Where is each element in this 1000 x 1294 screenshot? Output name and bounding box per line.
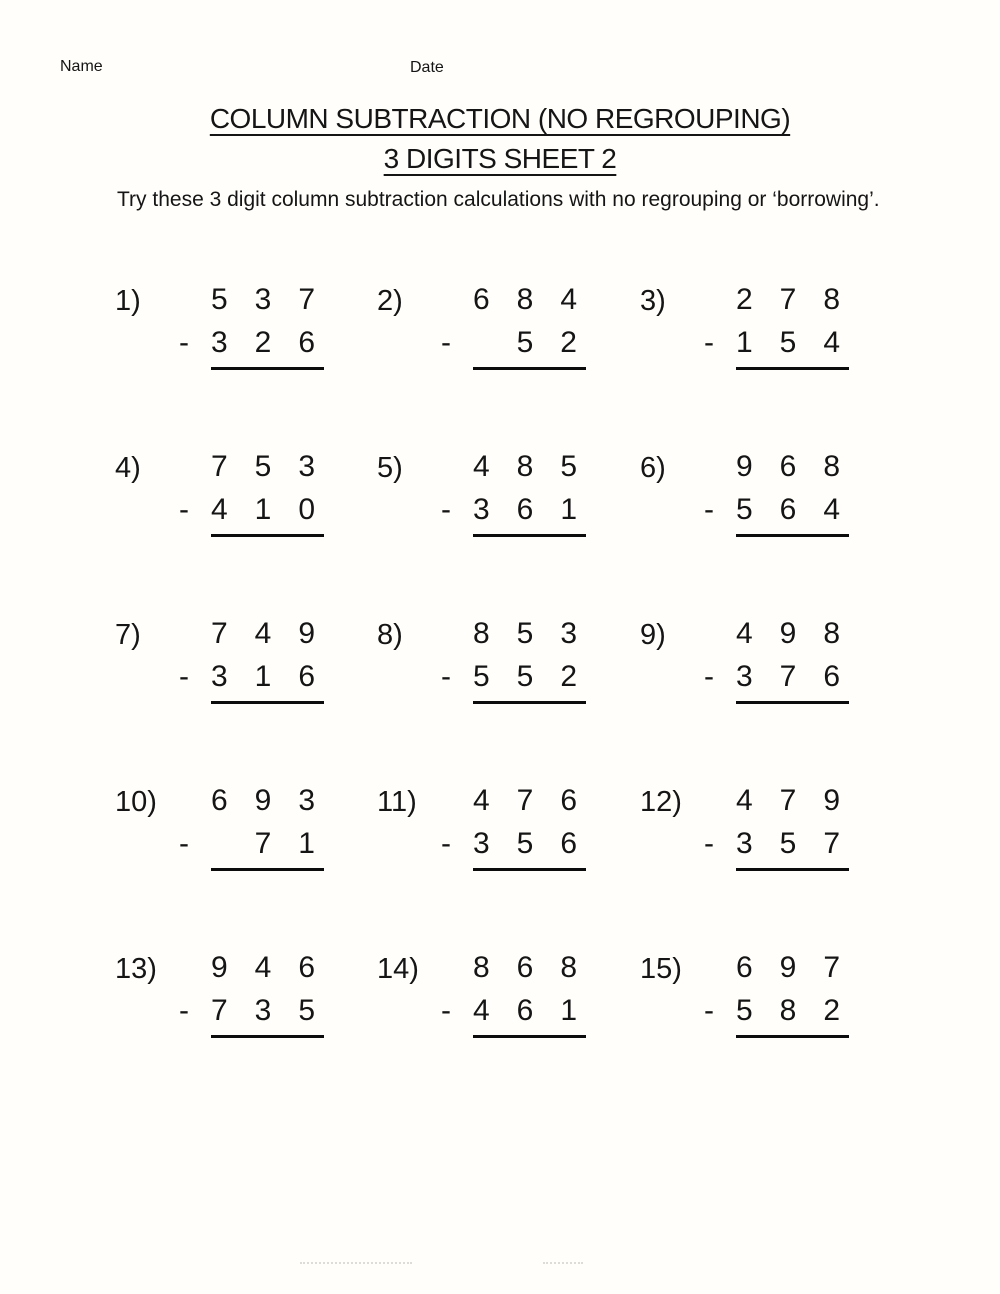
minuend: 485 — [473, 450, 605, 483]
answer-line — [736, 534, 849, 537]
minus-sign: - — [704, 994, 714, 1027]
minus-sign: - — [179, 493, 189, 526]
answer-line — [736, 367, 849, 370]
subtrahend: 461 — [473, 994, 605, 1027]
problem-5 — [377, 450, 640, 617]
answer-line — [211, 1035, 324, 1038]
minuend: 498 — [736, 617, 868, 650]
problem-8 — [377, 617, 640, 784]
problem-work-area — [179, 283, 343, 370]
faint-watermark-remnant — [543, 1262, 583, 1264]
minuend: 476 — [473, 784, 605, 817]
subtrahend: 357 — [736, 827, 868, 860]
minuend: 946 — [211, 951, 343, 984]
minus-sign: - — [704, 827, 714, 860]
minus-sign: - — [441, 827, 451, 860]
problems-grid — [115, 283, 902, 1118]
title-line-2: 3 DIGITS SHEET 2 — [383, 143, 617, 174]
subtrahend: 52 — [516, 326, 604, 359]
problem-9 — [640, 617, 902, 784]
minus-sign: - — [179, 827, 189, 860]
minus-sign: - — [441, 994, 451, 1027]
minus-sign: - — [179, 660, 189, 693]
minuend: 479 — [736, 784, 868, 817]
minus-sign: - — [441, 660, 451, 693]
problem-work-area — [441, 784, 605, 871]
problem-11 — [377, 784, 640, 951]
problem-number: 9) — [640, 619, 666, 651]
problem-12 — [640, 784, 902, 951]
minuend: 684 — [473, 283, 605, 316]
problem-number: 14) — [377, 953, 419, 985]
problem-number: 8) — [377, 619, 403, 651]
problem-work-area — [704, 951, 868, 1038]
problem-15 — [640, 951, 902, 1118]
name-label: Name — [60, 58, 103, 75]
problem-number: 11) — [377, 786, 417, 818]
subtrahend: 564 — [736, 493, 868, 526]
minuend: 868 — [473, 951, 605, 984]
problem-7 — [115, 617, 377, 784]
problem-number: 7) — [115, 619, 141, 651]
minus-sign: - — [704, 660, 714, 693]
minuend: 278 — [736, 283, 868, 316]
title-line-1: COLUMN SUBTRACTION (NO REGROUPING) — [209, 103, 791, 134]
answer-line — [211, 868, 324, 871]
minus-sign: - — [179, 326, 189, 359]
answer-line — [473, 367, 586, 370]
problem-number: 5) — [377, 452, 403, 484]
answer-line — [736, 1035, 849, 1038]
subtrahend: 356 — [473, 827, 605, 860]
worksheet-title — [0, 99, 1000, 179]
minuend: 853 — [473, 617, 605, 650]
subtrahend: 326 — [211, 326, 343, 359]
subtrahend: 410 — [211, 493, 343, 526]
problem-work-area — [704, 283, 868, 370]
subtrahend: 316 — [211, 660, 343, 693]
subtrahend: 582 — [736, 994, 868, 1027]
problem-number: 2) — [377, 285, 403, 317]
problem-work-area — [441, 283, 605, 370]
problem-work-area — [441, 951, 605, 1038]
instructions-text: Try these 3 digit column subtraction calculations with no regrouping or ‘borrowing’. — [117, 188, 880, 211]
subtrahend: 154 — [736, 326, 868, 359]
minus-sign: - — [441, 493, 451, 526]
problem-work-area — [441, 617, 605, 704]
subtrahend: 735 — [211, 994, 343, 1027]
problem-work-area — [179, 450, 343, 537]
problem-6 — [640, 450, 902, 617]
date-label: Date — [410, 59, 444, 76]
answer-line — [473, 701, 586, 704]
problem-work-area — [704, 450, 868, 537]
answer-line — [211, 367, 324, 370]
problem-work-area — [179, 617, 343, 704]
answer-line — [473, 1035, 586, 1038]
problem-3 — [640, 283, 902, 450]
minuend: 749 — [211, 617, 343, 650]
minuend: 968 — [736, 450, 868, 483]
problem-work-area — [179, 951, 343, 1038]
problem-number: 1) — [115, 285, 141, 317]
problem-10 — [115, 784, 377, 951]
answer-line — [736, 701, 849, 704]
subtrahend: 71 — [254, 827, 342, 860]
problem-13 — [115, 951, 377, 1118]
subtrahend: 376 — [736, 660, 868, 693]
problem-number: 10) — [115, 786, 157, 818]
problem-2 — [377, 283, 640, 450]
problem-14 — [377, 951, 640, 1118]
answer-line — [211, 534, 324, 537]
answer-line — [473, 534, 586, 537]
faint-watermark-remnant — [300, 1262, 412, 1264]
problem-number: 13) — [115, 953, 157, 985]
problem-number: 3) — [640, 285, 666, 317]
answer-line — [211, 701, 324, 704]
problem-1 — [115, 283, 377, 450]
problem-work-area — [179, 784, 343, 871]
subtrahend: 361 — [473, 493, 605, 526]
minus-sign: - — [441, 326, 451, 359]
minuend: 753 — [211, 450, 343, 483]
problem-number: 6) — [640, 452, 666, 484]
answer-line — [473, 868, 586, 871]
problem-number: 15) — [640, 953, 682, 985]
minuend: 693 — [211, 784, 343, 817]
minuend: 697 — [736, 951, 868, 984]
problem-number: 12) — [640, 786, 682, 818]
problem-number: 4) — [115, 452, 141, 484]
answer-line — [736, 868, 849, 871]
problem-work-area — [704, 784, 868, 871]
minuend: 537 — [211, 283, 343, 316]
problem-work-area — [441, 450, 605, 537]
minus-sign: - — [704, 493, 714, 526]
problem-work-area — [704, 617, 868, 704]
problem-4 — [115, 450, 377, 617]
minus-sign: - — [704, 326, 714, 359]
minus-sign: - — [179, 994, 189, 1027]
subtrahend: 552 — [473, 660, 605, 693]
